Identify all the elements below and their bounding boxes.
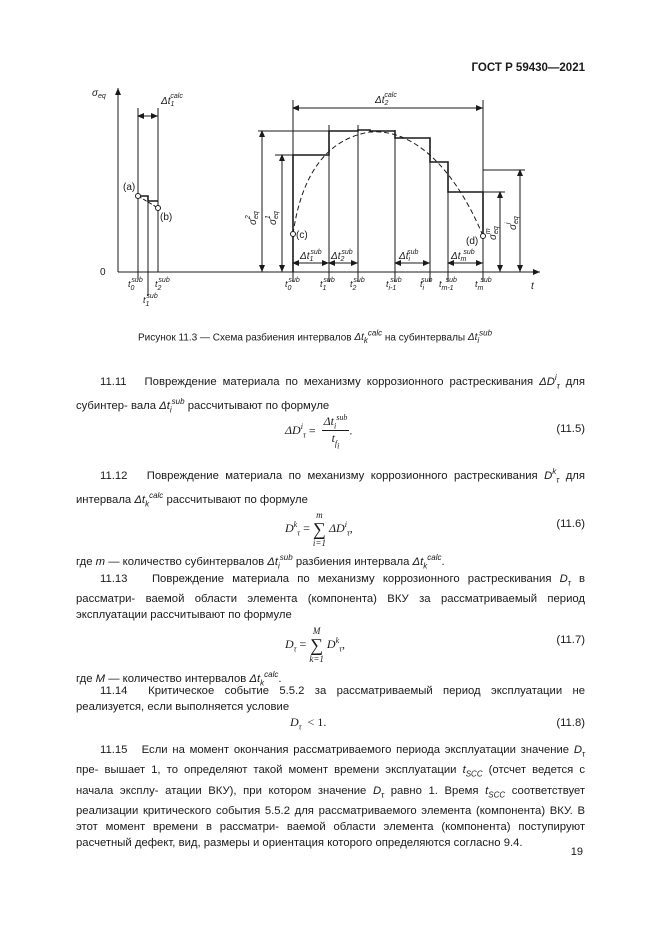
sigma-1-label: $\sigma_{eq}1$ bbox=[265, 211, 280, 225]
formula-11-7: $D_\tau$ = M ∑ k=1 $D^k_\tau$, bbox=[285, 626, 346, 664]
point-a: (a) bbox=[123, 182, 136, 193]
point-d: (d) bbox=[466, 236, 479, 247]
tick-tm-1: $t_{m-1}sub$ bbox=[439, 277, 457, 292]
tick-ti: $t_isub$ bbox=[420, 277, 433, 292]
paragraph-11-11: 11.11 Повреждение материала по механизму коррозионного растрескивания $\Delta D^i_\tau$ для субинтер- вала $\Delta t_i^{sub}$ рассчитывают по формуле bbox=[76, 373, 585, 415]
tick-left-t2: $t_2sub$ bbox=[155, 277, 170, 292]
tick-t0: $t_0sub$ bbox=[285, 277, 300, 292]
t-axis-label: t bbox=[531, 281, 534, 292]
formula-11-5-number: (11.5) bbox=[556, 423, 585, 435]
sub-i-label: $\Delta t_isub$ bbox=[399, 249, 419, 263]
where-M: где M — количество интервалов $\Delta t_k^{calc}$. bbox=[76, 670, 282, 688]
sigma-i-label: $\sigma_{eq}i$ bbox=[505, 216, 520, 230]
sub-m-label: $\Delta t_msub$ bbox=[451, 249, 475, 263]
figure-11-3 bbox=[0, 0, 661, 330]
paragraph-11-14: 11.14 Критическое событие 5.5.2 за рассматриваемый период эксплуатации не реализуется, если выполняется условие bbox=[76, 685, 585, 713]
tick-tm: $t_msub$ bbox=[475, 277, 492, 292]
stress-curve bbox=[293, 132, 483, 236]
dt2-calc-label: $\Delta t_2calc$ bbox=[375, 92, 397, 107]
formula-11-6: $D^k_\tau$ = m ∑ i=1 $\Delta D^i_\tau$, bbox=[285, 510, 353, 548]
y-axis-label: $\sigma_{eq}$ bbox=[92, 88, 106, 100]
formula-11-8-number: (11.8) bbox=[556, 717, 585, 729]
document-header: ГОСТ Р 59430—2021 bbox=[471, 62, 585, 74]
figure-caption: Рисунок 11.3 — Схема разбиения интервалов $\Delta t_k^{calc}$ на субинтервалы $\Delta t_i^{sub}$ bbox=[138, 329, 493, 346]
formula-11-8: $D_\tau < 1$. bbox=[290, 715, 327, 732]
paragraph-11-13: 11.13 Повреждение материала по механизму коррозионного растрескивания $D_\tau$ в рассматри- ваемой области элемента (компонента) ВКУ за рассматриваемый период эксплуатации рассчитывают по формуле bbox=[76, 573, 586, 622]
sigma-2-label: $\sigma_{eq}2$ bbox=[245, 211, 260, 225]
formula-11-7-number: (11.7) bbox=[556, 634, 585, 646]
tick-left-t1: $t_1sub$ bbox=[143, 293, 158, 308]
origin-label: 0 bbox=[100, 267, 106, 278]
tick-t1: $t_1sub$ bbox=[320, 277, 335, 292]
point-c: (c) bbox=[296, 230, 308, 241]
point-b: (b) bbox=[160, 212, 173, 223]
formula-11-6-number: (11.6) bbox=[556, 518, 585, 530]
tick-ti-1: $t_{i-1}sub$ bbox=[386, 277, 402, 292]
page-number: 19 bbox=[570, 846, 583, 858]
tick-t2: $t_2sub$ bbox=[350, 277, 365, 292]
sigma-m-label: $\sigma_{eq}m$ bbox=[485, 226, 500, 240]
sub-2-label: $\Delta t_2sub$ bbox=[331, 249, 353, 263]
dt1-calc-label: $\Delta t_1calc$ bbox=[161, 93, 183, 108]
tick-left-t0: $t_0sub$ bbox=[128, 277, 143, 292]
where-m: где m — количество субинтервалов $\Delta t_i^{sub}$ разбиения интервала $\Delta t_k^{calc}$. bbox=[76, 553, 445, 571]
paragraph-11-12: 11.12 Повреждение материала по механизму коррозионного растрескивания $D^k_\tau$ для интервала $\Delta t_k^{calc}$ рассчитывают по формуле bbox=[76, 467, 585, 509]
paragraph-11-15: 11.15 Если на момент окончания рассматриваемого периода эксплуатации значение $D_\tau$ пре- вышает 1, то определяют такой момент времени эксплуатации $t_{SCC}$ (отсчет ведется с начала эксплу- атации ВКУ), при котором значение $D_\tau$ равно 1. Время $t_{SCC}$ соответствует реализации критического события 5.5.2 для рассматриваемого элемента (компонента) ВКУ. В этот момент времени в рассматри- ваемой области элемента (компонента) поступируют расчетный дефект, вид, размеры и ориентация которого определяются согласно 9.4. bbox=[76, 744, 586, 849]
sub-1-label: $\Delta t_1sub$ bbox=[300, 249, 322, 263]
formula-11-5: $\Delta D^i_\tau$ = $\Delta t_i^{sub}$ $t_{f_i}$ . bbox=[285, 413, 353, 451]
